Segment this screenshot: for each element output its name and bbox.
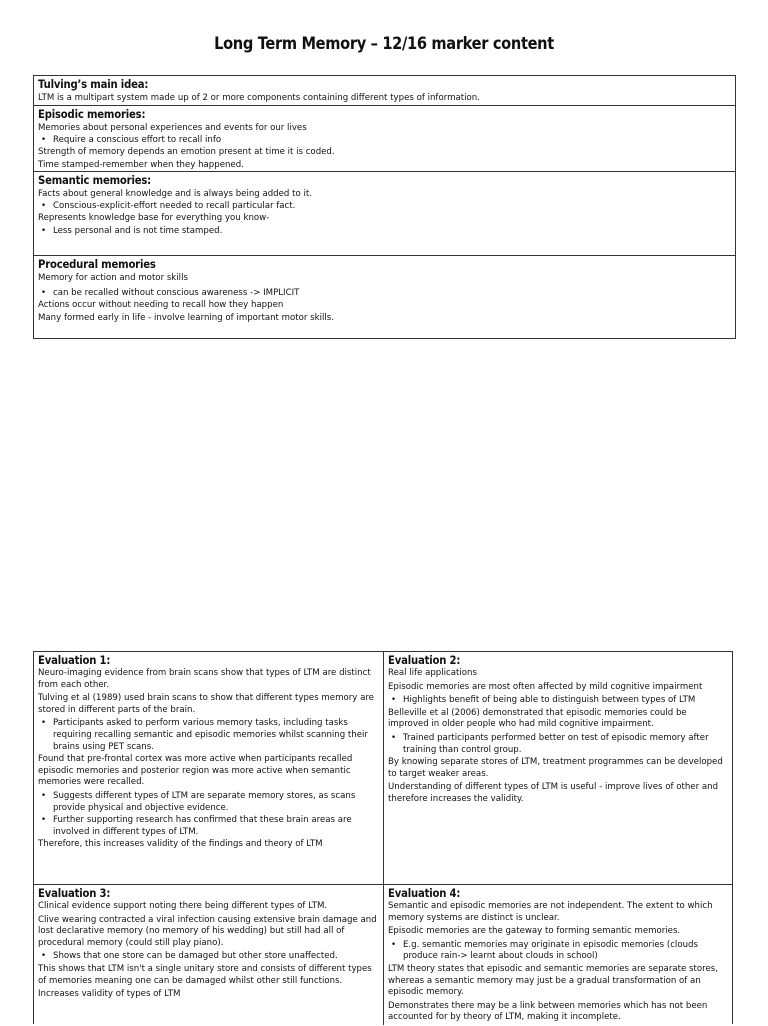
procedural-section xyxy=(34,255,735,339)
evaluation-3-para-2: Clive wearing contracted a viral infection causing extensive brain damage and lost declarative memory (no memory of his wedding) but still had all of procedural memory (could still play piano). xyxy=(38,914,377,948)
procedural-heading: Procedural memories xyxy=(38,258,156,271)
evaluation-1-bullet-2: • Suggests different types of LTM are separate memory stores, as scans provide physical and objective evidence. xyxy=(38,791,379,814)
evaluation-2-bullet-1: • Highlights benefit of being able to distinguish between types of LTM xyxy=(388,695,730,707)
procedural-line-1: Memory for action and motor skills xyxy=(38,273,188,283)
episodic-section xyxy=(34,105,735,171)
evaluation-4-bullet-1: • E.g. semantic memories may originate in episodic memories (clouds produce rain-> learnt about clouds in school) xyxy=(388,940,730,963)
semantic-bullet-1: • Conscious-explicit-effort needed to recall particular fact. xyxy=(38,200,731,212)
semantic-line-1: Facts about general knowledge and is always being added to it. xyxy=(38,189,312,199)
tulving-text: LTM is a multipart system made up of 2 or more components containing different types of information. xyxy=(38,93,480,103)
episodic-heading: Episodic memories: xyxy=(38,108,146,121)
evaluation-2-para-1: Real life applications xyxy=(388,668,477,678)
evaluation-2-para-4: By knowing separate stores of LTM, treatment programmes can be developed to target weaker areas. xyxy=(388,757,723,779)
evaluation-2-para-5: Understanding of different types of LTM is useful - improve lives of other and therefore increases the validity. xyxy=(388,782,719,804)
evaluation-4-para-3: LTM theory states that episodic and semantic memories are separate stores, whereas a semantic memory may just be a gradual transformation of an episodic memory. xyxy=(388,963,718,998)
evaluation-3-cell xyxy=(34,885,383,1003)
procedural-line-3: Many formed early in life - involve learning of important motor skills. xyxy=(38,312,334,323)
procedural-bullet-1: • can be recalled without conscious awareness -> IMPLICIT xyxy=(38,287,731,299)
evaluation-3-heading: Evaluation 3: xyxy=(38,887,111,900)
episodic-line-2: Strength of memory depends an emotion present at time it is coded. xyxy=(38,147,335,158)
episodic-line-1: Memories about personal experiences and events for our lives xyxy=(38,123,307,133)
episodic-line-3: Time stamped-remember when they happened. xyxy=(38,159,244,170)
evaluation-1-para-1: Neuro-imaging evidence from brain scans show that types of LTM are distinct from each other. xyxy=(38,668,371,690)
tulving-section xyxy=(34,76,735,105)
evaluation-3-para-4: Increases validity of types of LTM xyxy=(38,989,181,1000)
evaluation-4-cell xyxy=(384,885,734,1026)
evaluation-1-heading: Evaluation 1: xyxy=(38,654,111,667)
evaluation-4-para-1: Semantic and episodic memories are not independent. The extent to which memory systems are distinct is unclear. xyxy=(388,901,713,923)
evaluation-4-para-2: Episodic memories are the gateway to forming semantic memories. xyxy=(388,926,681,937)
evaluation-2-heading: Evaluation 2: xyxy=(388,654,461,667)
evaluation-1-para-2: Tulving et al (1989) used brain scans to show that different types memory are stored in different parts of the brain. xyxy=(38,693,374,715)
evaluation-3-para-3: This shows that LTM isn't a single unitary store and consists of different types of memories meaning one can be damaged whilst other still functions. xyxy=(38,963,372,986)
evaluation-1-para-4: Therefore, this increases validity of the findings and theory of LTM xyxy=(38,839,323,850)
evaluation-1-para-3: Found that pre-frontal cortex was more active when participants recalled episodic memories and posterior region was more active when semantic memories were recalled. xyxy=(38,754,353,788)
semantic-section xyxy=(34,171,735,255)
evaluation-table xyxy=(33,651,733,1024)
ltm-types-table xyxy=(33,75,736,339)
evaluation-3-bullet-1: • Shows that one store can be damaged but other store unaffected. xyxy=(38,951,379,963)
evaluation-2-cell xyxy=(384,652,734,808)
semantic-bullet-2: • Less personal and is not time stamped. xyxy=(38,225,731,237)
evaluation-4-heading: Evaluation 4: xyxy=(388,887,461,900)
evaluation-2-para-3: Belleville et al (2006) demonstrated that episodic memories could be improved in older people who had mild cognitive impairment. xyxy=(388,707,687,730)
evaluation-2-bullet-2: • Trained participants performed better on test of episodic memory after training than control group. xyxy=(388,733,730,756)
evaluation-1-bullet-3: • Further supporting research has confirmed that these brain areas are involved in different types of LTM. xyxy=(38,815,379,838)
tulving-heading: Tulving’s main idea: xyxy=(38,78,149,91)
semantic-heading: Semantic memories: xyxy=(38,174,152,187)
evaluation-2-para-2: Episodic memories are most often affected by mild cognitive impairment xyxy=(388,681,703,692)
evaluation-1-cell xyxy=(34,652,383,853)
evaluation-3-para-1: Clinical evidence support noting there being different types of LTM. xyxy=(38,901,328,911)
semantic-line-2: Represents knowledge base for everything you know- xyxy=(38,213,270,224)
procedural-line-2: Actions occur without needing to recall how they happen xyxy=(38,300,284,311)
evaluation-1-bullet-1: • Participants asked to perform various memory tasks, including tasks requiring recalling semantic and episodic memories whilst scanning their brains using PET scans. xyxy=(38,718,379,753)
page-title: Long Term Memory – 12/16 marker content xyxy=(214,34,554,54)
episodic-bullet-1: • Require a conscious effort to recall info xyxy=(38,134,731,146)
evaluation-4-para-4: Demonstrates there may be a link between memories which has not been accounted for by theory of LTM, making it incomplete. xyxy=(388,1000,708,1023)
